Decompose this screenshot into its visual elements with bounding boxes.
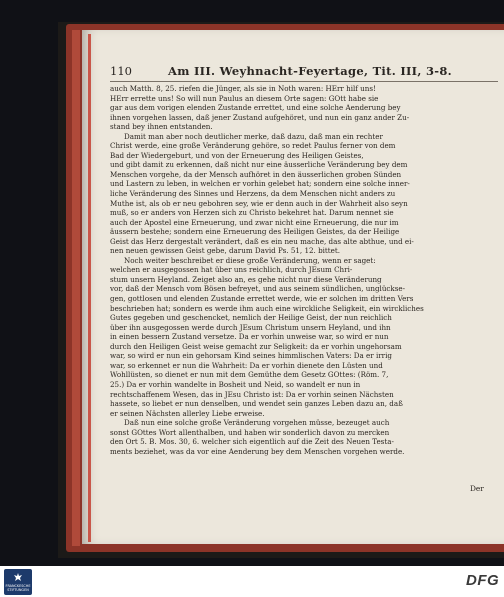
text-line: welchen er ausgegossen hat über uns reichlich, durch JEsum Chri-	[110, 265, 353, 275]
text-line: Noch weiter beschreibet er diese große Veränderung, wenn er saget:	[124, 255, 376, 265]
text-line: über ihn ausgegossen werde durch JEsum Christum unsern Heyland, und ihn	[110, 322, 391, 332]
text-line: beschrieben hat; sondern es werde ihm auch eine wirckliche Seligkeit, ein wirckliches	[110, 303, 424, 313]
text-line: stand bey ihnen entstanden.	[110, 122, 213, 132]
text-line: liche Veränderung des Sinnes und Herzens, da dem Menschen nicht anders zu	[110, 189, 396, 199]
text-line: auch Matth. 8, 25. riefen die Jünger, als sie in Noth waren: HErr hilf uns!	[110, 84, 376, 93]
text-line: Daß nun eine solche große Veränderung vorgehen müsse, bezeuget auch	[124, 418, 390, 428]
text-line: Menschen vorgehe, da der Mensch aufhöret in den äusserlichen groben Sünden	[110, 169, 402, 179]
catchword: Der	[470, 484, 484, 493]
eagle-icon	[13, 572, 23, 582]
page-header	[110, 64, 500, 82]
text-line: und gibt damit zu erkennen, daß nicht nur eine äusserliche Veränderung bey dem	[110, 160, 408, 170]
text-line: sonst GOttes Wort allenthalben, und haben wir sonderlich davon zu mercken	[110, 427, 390, 437]
text-line: rechtschaffenem Wesen, das in JEsu Christo ist: Da er vorhin seinen Nächsten	[110, 389, 394, 399]
text-line: durch den Heiligen Geist weise gemacht zur Seligkeit: da er vorhin ungehorsam	[110, 341, 402, 351]
text-line: Muthe ist, als ob er neu gebohren sey, wie er denn auch in der Wahrheit also seyn	[110, 198, 408, 208]
header-rule	[110, 81, 498, 82]
text-line: Gutes gegeben und geschencket, nemlich der Heilige Geist, der nun reichlich	[110, 313, 392, 323]
text-line: äussern bestehe; sondern eine Erneuerung des Heiligen Geistes, da der Heilige	[110, 227, 400, 237]
institution-logo[interactable]	[4, 569, 32, 595]
text-line: gen, gottlosen und elenden Zustande errettet werde, wie er solchen im dritten Vers	[110, 294, 414, 304]
book-cover-inner-edge	[72, 30, 80, 546]
text-line: 25.) Da er vorhin wandelte in Bosheit und Neid, so wandelt er nun in	[110, 379, 361, 389]
text-line: er seinen Nächsten allerley Liebe erweise.	[110, 408, 265, 418]
text-line: ihnen vorgehen lassen, daß jener Zustand aufgehöret, und nun ein ganz ander Zu-	[110, 112, 410, 122]
logo-text: FRANCKESCHE STIFTUNGEN	[5, 584, 31, 592]
running-title: Am III. Weyhnacht-Feyertage, Tit. III, 3-8.	[168, 64, 452, 78]
text-line: Damit man aber noch deutlicher merke, daß dazu, daß man ein rechter	[124, 131, 383, 141]
text-line: hassete, so liebet er nun denselben, und wendet sein ganzes Leben dazu an, daß	[110, 399, 403, 409]
page-number: 110	[110, 64, 132, 78]
text-line: stum unsern Heyland. Zeiget also an, es gehe nicht nur diese Veränderung	[110, 274, 382, 284]
text-line: Christ werde, eine große Veränderung gehöre, so redet Paulus ferner von dem	[110, 141, 396, 151]
text-line: auch der Apostel eine Erneuerung, und zwar nicht eine Erneuerung, die nur im	[110, 217, 399, 227]
body-text	[110, 84, 502, 456]
footer-bar	[0, 566, 504, 597]
text-line: nen neuen gewissen Geist gebe, darum David Ps. 51, 12. bittet.	[110, 246, 341, 256]
text-line: Bad der Wiedergeburt, und von der Erneuerung des Heiligen Geistes,	[110, 150, 364, 160]
text-line: und Lastern zu leben, in welchen er vorhin gelebet hat; sondern eine solche inner-	[110, 179, 410, 189]
text-line: gar aus dem vorigen elenden Zustande errettet, und eine solche Aenderung bey	[110, 103, 401, 113]
text-line: Wohllüsten, so dienet er nun mit dem Gemüthe dem Gesetz GOttes: (Röm. 7,	[110, 370, 389, 380]
page-gutter-stripe	[88, 34, 91, 542]
text-line: HErr errette uns! So will nun Paulus an diesem Orte sagen: GOtt habe sie	[110, 93, 379, 103]
text-line: muß, so er anders von Herzen sich zu Christo bekehret hat. Darum nennet sie	[110, 208, 394, 218]
text-line: den Ort 5. B. Mos. 30, 6. welcher sich eigentlich auf die Zeit des Neuen Testa-	[110, 437, 394, 447]
dfg-logo[interactable]: DFG	[466, 572, 500, 589]
text-line: ments beziehet, was da vor eine Aenderung bey dem Menschen vorgehen werde.	[110, 446, 405, 456]
text-line: in einen bessern Zustand versetze. Da er vorhin unweise war, so wird er nun	[110, 332, 389, 342]
text-line: vor, daß der Mensch vom Bösen befreyet, und aus seinem sündlichen, unglückse-	[110, 284, 406, 294]
text-line: war, so erkennet er nun die Wahrheit: Da er vorhin dienete den Lüsten und	[110, 360, 383, 370]
text-line: war, so wird er nun ein gehorsam Kind seines himmlischen Vaters: Da er irrig	[110, 351, 392, 361]
text-line: Geist das Herz dergestalt verändert, daß es ein neu mache, das alte abthue, und ei-	[110, 236, 414, 246]
